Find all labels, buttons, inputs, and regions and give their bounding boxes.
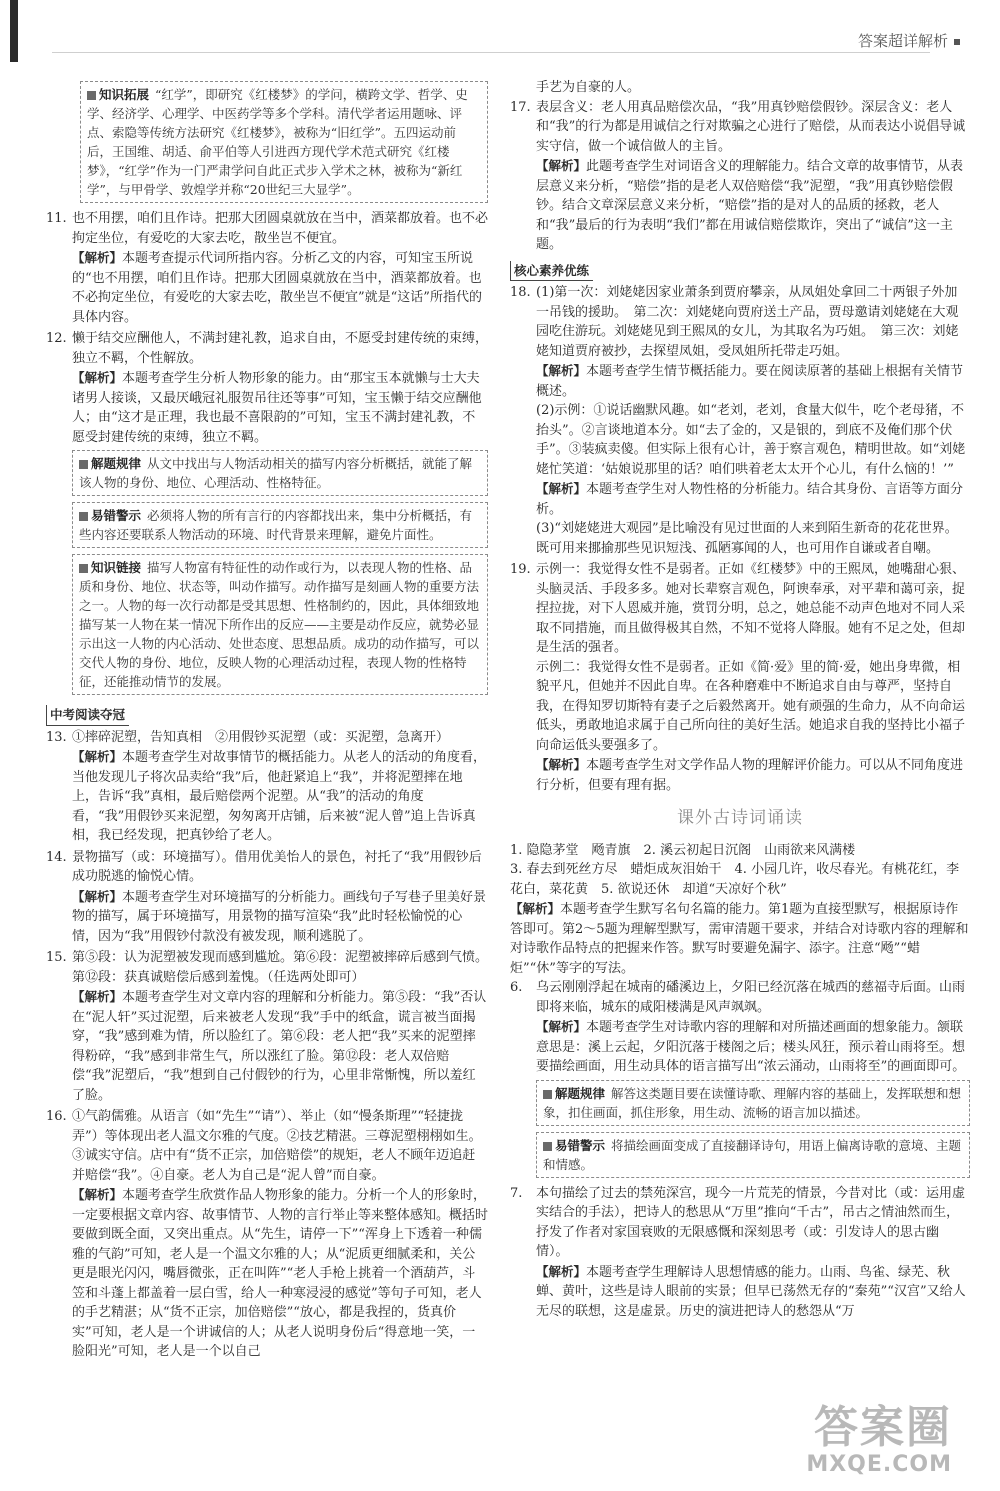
answer-19 [510, 560, 970, 795]
analysis-text: 本题考查学生欣赏作品人物形象的能力。分析一个人的形象时，一定要根据文章内容、故事情节、人物的言行举止等来整体感知。概括时要做到既全面，又突出重点。从“先生，请停一下”“浑身上下透着一种儒雅的气韵”可知，老人是一个温文尔雅的人；从“泥质更细腻柔和，关公更是眼光闪闪，嘴唇微张，正在叫阵”“老人手枪上挑着一个酒葫芦，斗笠和斗蓬上都盖着一层白雪，给人一种寒浸浸的感觉”等句子可知，老人的手艺精湛；从“货不正宗，加倍赔偿”“放心，都是我捏的，货真价实”可知，老人是一个讲诚信的人；从老人说明身份后“得意地一笑，一脸阳光”可知，老人是一个以自己 [72, 1188, 489, 1359]
analysis-label: 【解析】 [72, 1187, 123, 1202]
section-label-reading: 中考阅读夺冠 [46, 705, 129, 726]
answer-number: 7. [510, 1185, 523, 1201]
box-label: 易错警示 [79, 506, 141, 525]
box-label: 解题规律 [543, 1084, 605, 1103]
answer-18 [510, 283, 970, 558]
answer-part-3: (3)“刘姥姥进大观园”是比喻没有见过世面的人来到陌生新奇的花花世界。既可用来挪揄那些见识短浅、孤陋寡闻的人，也可用作自谦或者自嘲。 [536, 521, 958, 556]
knowledge-link-box [72, 554, 488, 695]
answer-part-2: (2)示例：①说话幽默风趣。如“老刘，老刘，食量大似牛，吃个老母猪，不抬头”。②言谈地道本分。如“去了金的，又是银的，到底不及俺们那个伏手”。③装疯卖傻。但实际上很有心计，善于察言观色，精明世故。如“刘姥姥忙笑道：‘姑娘说那里的话？咱们哄着老太太开个心儿，有什么恼的！’” [536, 403, 966, 477]
analysis-text: 本题考查学生默写名句名篇的能力。第1题为直接型默写，根据原诗作答即可。第2～5题为理解型默写，需审清题干要求，并结合对诗歌内容的理解和对诗歌作品特点的把握来作答。默写时要避免漏字、添字。注意“飏”“蜡炬”“休”等字的写法。 [510, 902, 969, 976]
running-head-text: 答案超详解析 [857, 32, 948, 50]
error-warning-box [536, 1132, 970, 1178]
poem-answers-2: 3. 春去到死丝方尽 蜡炬成灰泪始干 4. 小园几许，收尽春光。有桃花红，李花白，菜花黄 5. 欲说还休 却道“天凉好个秋” [510, 862, 960, 897]
analysis-text: 本题考查学生对文学作品人物的理解评价能力。可以从不同角度进行分析，但要有理有据。 [536, 758, 964, 793]
answer-number: 6. [510, 980, 523, 995]
analysis-text: 本题考查学生对文章内容的理解和分析能力。第⑤段：“我”否认在“泥人轩”买过泥塑，后来被老人发现“我”手中的纸盒，谎言被当面揭穿，“我”感到难为情，所以脸红了。第⑥段：老人把“我”买来的泥塑摔得粉碎，“我”感到非常生气，所以涨红了脸。第⑫段：老人双倍赔偿“我”泥塑后，“我”想到自己付假钞的行为，心里非常惭愧，所以羞红了脸。 [72, 990, 487, 1103]
answer-number: 11. [46, 211, 67, 226]
analysis-label: 【解析】 [536, 363, 587, 378]
answer-text: (1)第一次：刘姥姥因家业萧条到贾府攀亲，从凤姐处拿回二十两银子外加一吊钱的援助。 第二次：刘姥姥向贾府送土产品，贾母邀请刘姥姥在大观园吃住游玩。刘姥姥见到王熙凤的女儿，为其取名为巧姐。 第三次：刘姥姥知道贾府被抄，去探望凤姐，受凤姐所托带走巧姐。 [536, 285, 959, 359]
analysis-label: 【解析】 [72, 370, 123, 385]
answer-number: 15. [46, 950, 67, 965]
analysis-label: 【解析】 [536, 757, 587, 772]
analysis-text: 本题考查学生分析人物形象的能力。由“那宝玉本就懒与士大夫诸男人接谈，又最厌峨冠礼服贺吊往还等事”可知，宝玉懒于结交应酬他人；由“这才是正理，我也最不喜限韵的”可知，宝玉不满封建礼教，不愿受封建传统的束缚，独立不羁。 [72, 371, 482, 445]
answer-text: 懒于结交应酬他人，不满封建礼教，追求自由，不愿受封建传统的束缚，独立不羁，个性解放。 [72, 331, 489, 366]
answer-text: 景物描写（或：环境描写）。借用优美怡人的景色，衬托了“我”用假钞后成功脱逃的愉悦心情。 [72, 849, 482, 884]
poem-answers-1: 1. 隐隐茅堂 飏青旗 2. 溪云初起日沉阁 山雨欲来风满楼 [510, 842, 856, 858]
analysis-label: 【解析】 [536, 1019, 587, 1034]
box-text: 解答这类题目要在读懂诗歌、理解内容的基础上，发挥联想和想象，扣住画面，抓住形象，用生动、流畅的语言加以描述。 [543, 1085, 962, 1120]
section-title: 课外古诗词诵读 [677, 808, 803, 828]
answer-13 [46, 728, 488, 846]
analysis-text: 本题考查学生对故事情节的概括能力。从老人的活动的角度看，当他发现儿子将次品卖给“我”后，他赶紧追上“我”，并将泥塑摔在地上，告诉“我”真相，最后赔偿两个泥塑。从“我”的活动的角度看，“我”用假钞买来泥塑，匆匆离开店铺，后来被“泥人曾”追上告诉真相，我已经发现，把真钞给了老人。 [72, 750, 487, 843]
answer-16 [46, 1107, 488, 1362]
answer-number: 19. [510, 562, 531, 577]
box-text: 描写人物富有特征性的动作或行为，以表现人物的性格、品质和身份、地位、状态等，叫动作描写。动作描写是刻画人物的重要方法之一。人物的每一次行动都是受其思想、性格制约的，因此，具体细致地描写某一人物在某一情况下所作出的反应——主要是动作反应，就势必显示出这一人物的内心活动、处世态度、思想品质。成功的动作描写，可以交代人物的身份、地位，反映人物的心理活动过程，表现人物的性格特征，还能推动情节的发展。 [79, 560, 480, 689]
answer-number: 16. [46, 1109, 67, 1124]
analysis-text: 此题考查学生对词语含义的理解能力。结合文章的故事情节，从表层意义来分析，“赔偿”指的是老人双倍赔偿“我”泥塑，“我”用真钞赔偿假钞。结合文章深层意义来分析，“赔偿”指的是对人的品质的拯救，老人和“我”最后的行为表明“我们”都在用诚信赔偿欺诈，突出了“诚信”这一主题。 [536, 159, 964, 252]
answer-text: 第⑤段：认为泥塑被发现而感到尴尬。第⑥段：泥塑被摔碎后感到气愤。第⑫段：获真诚赔偿后感到羞愧。（任选两处即可） [72, 950, 489, 985]
analysis-text: 本题考查学生理解诗人思想情感的能力。山雨、鸟雀、绿芜、秋蝉、黄叶，这些是诗人眼前的实景；但早已荡然无存的“秦苑”“汉宫”又给人无尽的联想，这是虚景。历史的演进把诗人的愁怨从“万 [536, 1264, 966, 1319]
analysis-text: 本题考查提示代词所指内容。分析乙文的内容，可知宝玉所说的“也不用摆，咱们且作诗。把那大团圆桌就放在当中，酒菜都放着。也不必拘定坐位，有爱吃的大家去吃，散坐岂不便宜”就是“这话”所指代的具体内容。 [72, 251, 482, 325]
left-column [46, 78, 488, 1364]
solving-rule-box [536, 1080, 970, 1126]
answer-6 [510, 978, 970, 1077]
box-label: 易错警示 [543, 1136, 605, 1155]
box-label: 知识拓展 [87, 85, 149, 104]
section-label-core: 核心素养优练 [510, 261, 593, 282]
answer-number: 17. [510, 99, 531, 115]
answer-number: 13. [46, 729, 67, 745]
site-watermark [806, 1404, 952, 1477]
running-head-dot-icon [954, 39, 960, 45]
error-warning-box [72, 502, 488, 548]
analysis-text: 本题考查学生情节概括能力。要在阅读原著的基础上根据有关情节概述。 [536, 364, 964, 399]
box-text: 将描绘画面变成了直接翻译诗句，用语上偏离诗歌的意境、主题和情感。 [543, 1137, 962, 1172]
analysis-text: 本题考查学生对诗歌内容的理解和对所描述画面的想象能力。颔联意思是：溪上云起，夕阳沉落于楼阁之后；楼头风狂，预示着山雨将至。想要描绘画面，用生动具体的语言描写出“浓云涌动，山雨将至”的画面即可。 [536, 1020, 966, 1074]
page-spine-bar [10, 0, 18, 62]
answer-number: 14. [46, 849, 67, 865]
box-text: 必须将人物的所有言行的内容都找出来，集中分析概括，有些内容还要联系人物活动的环境、时代背景来理解，避免片面性。 [79, 508, 473, 542]
analysis-label: 【解析】 [72, 888, 123, 904]
box-text: “红学”，即研究《红楼梦》的学问，横跨文学、哲学、史学、经济学、心理学、中医药学等多个学科。清代学者运用题咏、评点、索隐等传统方法研究《红楼梦》，被称为“旧红学”。五四运动前后，王国维、胡适、俞平伯等人引进西方现代学术范式研究《红楼梦》，“红学”作为一门严肃学问自此正式步入学术之林，被称为“新红学”，与甲骨学、敦煌学并称“20世纪三大显学”。 [87, 87, 468, 197]
header-rule [52, 52, 930, 53]
analysis-text: 本题考查学生对人物性格的分析能力。结合其身份、言语等方面分析。 [536, 482, 964, 517]
answer-15 [46, 948, 488, 1105]
analysis-label: 【解析】 [510, 901, 561, 916]
watermark-url-text: MXQE.COM [806, 1452, 952, 1477]
box-label: 知识链接 [79, 558, 141, 577]
answer-11 [46, 209, 488, 327]
watermark-logo-text: 答案圈 [814, 1402, 952, 1453]
answer-7 [510, 1184, 970, 1322]
analysis-label: 【解析】 [536, 158, 587, 173]
answer-text: 本句描绘了过去的禁苑深宫，现今一片荒芜的情景，今昔对比（或：运用虚实结合的手法），把诗人的愁思从“万里”推向“千古”，吊古之情油然而生，抒发了作者对家国衰败的无限感慨和深刻思考（或：引发诗人的思古幽情）。 [536, 1185, 966, 1259]
analysis-label: 【解析】 [72, 749, 123, 764]
answer-12 [46, 329, 488, 447]
right-column [510, 78, 970, 1323]
answer-text: 示例一：我觉得女性不是弱者。正如《红楼梦》中的王熙凤，她嘴甜心狠、头脑灵活、手段多多。她对长辈察言观色，阿谀奉承，对平辈和蔼可亲，捉捏拉拢，对下人恩威并施，赏罚分明，总之，她总能不动声色地对不同人采取不同措施，而且做得极其自然，不知不觉将人降服。她有不足之处，但却是生活的强者。 [536, 562, 966, 655]
analysis-label: 【解析】 [72, 250, 123, 265]
answer-text: 表层含义：老人用真品赔偿次品，“我”用真钞赔偿假钞。深层含义：老人和“我”的行为都是用诚信之行对欺骗之心进行了赔偿，从而表达小说倡导诚实守信，做一个诚信做人的主旨。 [536, 99, 966, 154]
analysis-label: 【解析】 [536, 481, 587, 496]
answer-part-2: 示例二：我觉得女性不是弱者。正如《简·爱》里的简·爱，她出身卑微，相貌平凡，但她并不因此自卑。在各种磨难中不断追求自由与尊严，坚持自我，在得知罗切斯特有妻子之后毅然离开。她有顽强的生命力，从不向命运低头，勇敢地追求属于自己所向往的美好生活。她追求自我的坚持比小福子向命运低头要强多了。 [536, 659, 966, 753]
knowledge-extension-box [80, 81, 488, 203]
analysis-label: 【解析】 [536, 1263, 587, 1279]
analysis-text: 本题考查学生对环境描写的分析能力。画线句子写巷子里美好景物的描写，属于环境描写，用景物的描写渲染“我”此时轻松愉悦的心情，因为“我”用假钞付款没有被发现，顺利逃脱了。 [72, 889, 487, 944]
box-text: 从文中找出与人物活动相关的描写内容分析概括，就能了解该人物的身份、地位、心理活动、性格特征。 [79, 456, 473, 490]
answer-text: 乌云刚刚浮起在城南的磻溪边上，夕阳已经沉落在城西的慈福寺后面。山雨即将来临，城东的咸阳楼满是风声飒飒。 [536, 980, 966, 1015]
analysis-label: 【解析】 [72, 989, 123, 1004]
answer-number: 18. [510, 285, 531, 300]
continued-text: 手艺为自豪的人。 [536, 80, 641, 95]
solving-rule-box [72, 450, 488, 496]
answer-text: 也不用摆，咱们且作诗。把那大团圆桌就放在当中，酒菜都放着。也不必拘定坐位，有爱吃的大家去吃，散坐岂不便宜。 [72, 211, 489, 246]
answer-text: ①气韵儒雅。从语言（如“先生”“请”）、举止（如“慢条斯理”“轻捷拢弄”）等体现出老人温文尔雅的气度。②技艺精湛。三尊泥塑栩栩如生。③诚实守信。店中有“货不正宗，加倍赔偿”的规矩，老人不顾年迈追赶并赔偿“我”。④自豪。老人为自己是“泥人曾”而自豪。 [72, 1109, 482, 1183]
box-label: 解题规律 [79, 454, 141, 473]
answer-number: 12. [46, 331, 67, 346]
answer-17 [510, 98, 970, 255]
answer-text: ①摔碎泥塑，告知真相 ②用假钞买泥塑（或：买泥塑，急离开） [72, 729, 450, 745]
answer-14 [46, 848, 488, 947]
running-head [858, 30, 960, 51]
